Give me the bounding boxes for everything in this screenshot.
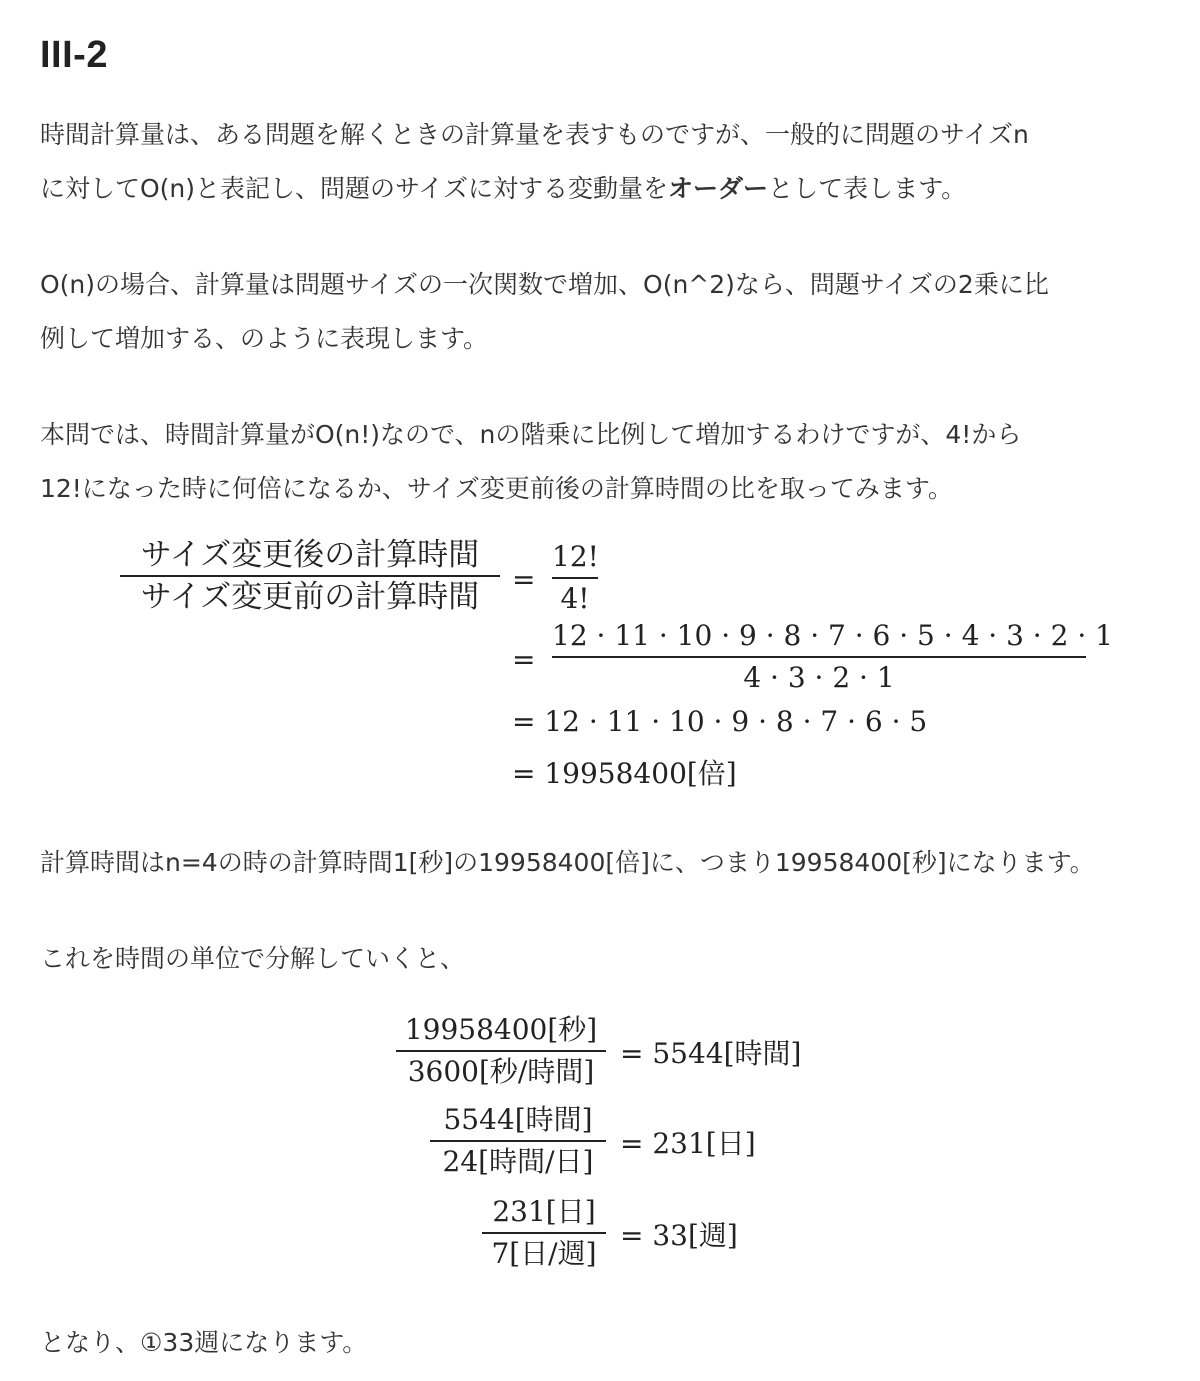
order-term: オーダー [668, 174, 769, 203]
paragraph-conclusion: となり、①33週になります。 [40, 1328, 368, 1357]
ratio-result: = 19958400[倍] [512, 757, 737, 790]
hours-result: = 5544[時間] [620, 1037, 802, 1070]
weeks-result: = 33[週] [620, 1219, 738, 1252]
paragraph-intro-line1: 時間計算量は、ある問題を解くときの計算量を表すものですが、一般的に問題のサイズn [40, 120, 1029, 149]
paragraph-intro-line2a: に対してO(n)と表記し、問題のサイズに対する変動量を [40, 174, 669, 203]
equals-sign: = [512, 563, 536, 596]
seconds-per-hour-denominator: 3600[秒/時間] [407, 1055, 595, 1088]
paragraph-result: 計算時間はn=4の時の計算時間1[秒]の19958400[倍]に、つまり19958400[秒]になります。 [40, 848, 1095, 877]
expanded-numerator: 12 · 11 · 10 · 9 · 8 · 7 · 6 · 5 · 4 · 3 · 2 · 1 [552, 619, 1113, 652]
expanded-fraction [552, 616, 1113, 698]
paragraph-decompose: これを時間の単位で分解していくと、 [40, 944, 466, 973]
seconds-to-hours-fraction [396, 1010, 606, 1092]
paragraph-intro-line2b: として表します。 [768, 174, 967, 203]
hours-per-day-denominator: 24[時間/日] [442, 1145, 594, 1178]
factorial-fraction [552, 537, 598, 619]
ratio-lhs-denominator: サイズ変更前の計算時間 [140, 579, 480, 615]
paragraph-examples [40, 258, 1170, 366]
ratio-lhs-numerator: サイズ変更後の計算時間 [140, 537, 480, 573]
paragraph-problem [40, 408, 1170, 516]
days-numerator: 231[日] [492, 1195, 596, 1228]
section-heading: III-2 [40, 34, 108, 76]
equals-sign: = [512, 643, 536, 676]
ratio-lhs-fraction [120, 535, 500, 617]
factorial-denominator: 4! [560, 582, 590, 615]
days-per-week-denominator: 7[日/週] [491, 1237, 597, 1270]
expanded-denominator: 4 · 3 · 2 · 1 [743, 661, 895, 694]
paragraph-examples-line1: O(n)の場合、計算量は問題サイズの一次関数で増加、O(n^2)なら、問題サイズの2乗に比 [40, 270, 1049, 299]
hours-numerator: 5544[時間] [443, 1103, 593, 1136]
paragraph-examples-line2: 例して増加する、のように表現します。 [40, 324, 489, 353]
simplified-product: = 12 · 11 · 10 · 9 · 8 · 7 · 6 · 5 [512, 705, 928, 738]
days-to-weeks-fraction [482, 1192, 606, 1274]
seconds-numerator: 19958400[秒] [404, 1013, 598, 1046]
days-result: = 231[日] [620, 1127, 756, 1160]
paragraph-intro [40, 108, 1170, 216]
paragraph-problem-line2: 12!になった時に何倍になるか、サイズ変更前後の計算時間の比を取ってみます。 [40, 474, 953, 503]
paragraph-problem-line1: 本問では、時間計算量がO(n!)なので、nの階乗に比例して増加するわけですが、4!から [40, 420, 1022, 449]
hours-to-days-fraction [430, 1100, 606, 1182]
factorial-numerator: 12! [552, 540, 599, 573]
